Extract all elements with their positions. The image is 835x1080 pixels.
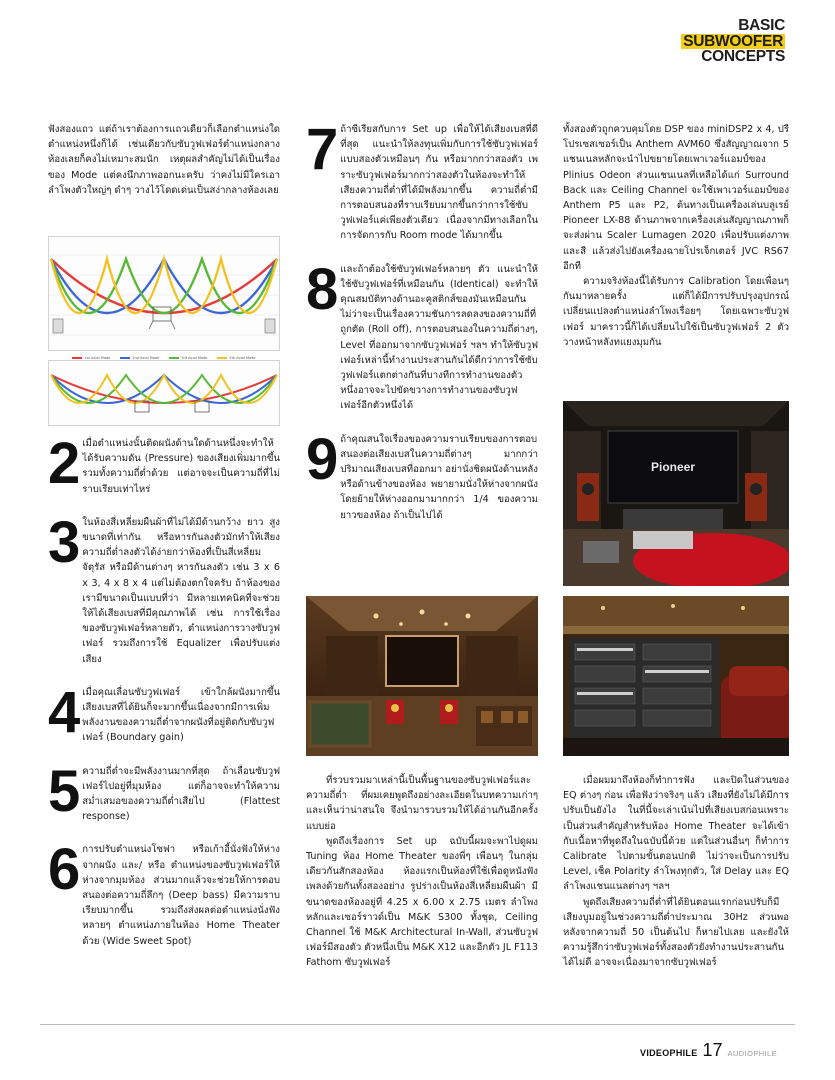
tip-3 — [48, 509, 280, 667]
column-2-body — [306, 773, 538, 971]
room-mode-chart-2 — [48, 360, 280, 426]
legend-swatch — [169, 357, 179, 359]
photo-home-theater-room — [306, 596, 538, 756]
equipment-room-illustration — [563, 596, 789, 756]
column-1-intro — [48, 122, 280, 198]
tip-number: 2 — [48, 431, 79, 496]
page-footer — [640, 1040, 777, 1061]
tip-text: เมื่อคุณเลื่อนซับวูฟเฟอร์ เข้าใกล้ผนังมากขึ้น เสียงเบสที่ได้ยินก็จะมากขึ้นเนื่องจากมีการเพิ่มพลังงานของความถี่ต่ำจากผนังที่อยู่ติดกับซับวูฟเฟอร์ (Boundary gain) — [82, 686, 280, 744]
photo-equipment-rack-room — [563, 596, 789, 756]
tip-number: 5 — [48, 758, 79, 824]
tip-9 — [306, 426, 538, 523]
body-paragraph: ทั้งสองตัวถูกควบคุมโดย DSP ของ miniDSP2 x 4, ปรีโปรเซสเซอร์เป็น Anthem AVM60 ซึ่งสัญญาณจาก 5 แชนเนลหลักจะนำไปขยายโดยเพาเวอร์แอมป์ของ Plinius Odeon ส่วนแชนเนลที่เหลือได้แก่ Surround Back และ Ceiling Channel จะใช้เพาเวอร์แอมป์ของ Anthem P5 และ P2, ต้นทางเป็นเครื่องเล่นบลูเรย์ Pioneer LX-88 ด้านภาพจากเครื่องเล่นสัญญาณภาพก็จะส่งผ่าน Scaler Lumagen 2020 เพื่อปรับแต่งภาพและสี แล้วส่งไปยังเครื่องฉายโปรเจ็กเตอร์ JVC RS67 อีกที — [563, 124, 789, 272]
legend-item: 1st Axial Mode — [72, 356, 110, 360]
tip-text: ถ้าซีเรียสกับการ Set up เพื่อให้ได้เสียงเบสที่ดีที่สุด แนะนำให้ลงทุนเพิ่มกับการใช้ซับวูฟเฟอร์แบบสองตัวเหมือนๆ กัน หรือมากกว่าสองตัว เพราะซับวูฟเฟอร์มากกว่าสองตัวในห้องจะทำให้เสียงความถี่ต่ำที่ได้มีพลังมากขึ้น ความถี่ต่ำมีการตอบสนองที่ราบเรียบมากขึ้นกว่าการใช้ซับวูฟเฟอร์แค่เพียงตัวเดียว เนื่องจากมีทางเลือกในการจัดการกับ Room mode ได้มากขึ้น — [340, 124, 538, 242]
tip-4 — [48, 679, 280, 746]
footer-magazine: AUDIOPHILE — [727, 1049, 777, 1058]
section-tag-line3: CONCEPTS — [701, 48, 785, 65]
tip-number: 8 — [306, 256, 337, 322]
footer-brand: VIDEOPHILE — [640, 1048, 698, 1058]
legend-item: 4th Axial Mode — [217, 356, 255, 360]
column-1-tips — [48, 431, 280, 949]
body-paragraph: เมื่อผมมาถึงห้องก็ทำการฟัง และปิดในส่วนของ EQ ต่างๆ ก่อน เพื่อฟังว่าจริงๆ แล้ว เสียงที่ยังไม่ได้มีการปรับเป็นยังไง ในที่นี้จะเล่าเน้นไปที่เสียงเบสก่อนเพราะเป็นส่วนสำคัญสำหรับห้อง Home Theater จะได้เข้ากับเนื้อหาที่พูดถึงในฉบับนี้ด้วย แต่ในส่วนอื่นๆ ก็ทำการ Calibrate ไปตามขั้นตอนปกติ ไม่ว่าจะเป็นการปรับ Level, เช็ค Polarity ลำโพงทุกตัว, ใส่ Delay และ EQ ลำโพงแชนแนลต่างๆ ฯลฯ — [563, 775, 789, 893]
tip-number: 3 — [48, 509, 79, 575]
body-paragraph: พูดถึงเรื่องการ Set up ฉบับนี้ผมจะพาไปดูผม Tuning ห้อง Home Theater ของพี่ๆ เพื่อนๆ ในกลุ่มเดียวกันสักสองห้อง ห้องแรกเป็นห้องที่ใช้เพื่อดูหนังฟังเพลงด้วยกันทั้งสองอย่าง รูปร่างเป็นห้องสี่เหลี่ยมผืนผ้า มีขนาดของห้องอยู่ที่ 4.25 x 6.00 x 2.75 เมตร ลำโพงหลักและเซอร์ราวด์เป็น M&K S300 ทั้งชุด, Ceiling Channel ใช้ M&K Architectural In-Wall, ส่วนซับวูฟเฟอร์มีสองตัว ตัวหนึ่งเป็น M&K X12 และอีกตัว JL F113 Fathom ซับวูฟเฟอร์ — [306, 835, 538, 969]
tip-number: 9 — [306, 426, 337, 492]
tip-7 — [306, 117, 538, 244]
intro-paragraph: ฟังสองแถว แต่ถ้าเราต้องการแถวเดียวก็เลือกตำแหน่งใดตำแหน่งหนึ่งก็ได้ เช่นเดียวกับซับวูฟเฟอร์ตำแหน่งกลางห้องเลยก็คงไม่เหมาะสมนัก เหตุผลสำคัญไม่ได้เป็นเรื่องของ Mode แต่คงนึกภาพออกนะครับ ว่าคงไม่มีใครเอาลำโพงตัวใหญ่ๆ ดำๆ วางไว้โดดเด่นเป็นสง่ากลางห้องเลย — [48, 124, 280, 196]
room-mode-waves-svg — [49, 237, 279, 350]
tip-2 — [48, 431, 280, 497]
body-paragraph: ความจริงห้องนี้ได้รับการ Calibration โดยเพื่อนๆ กันมาหลายครั้ง แต่ก็ได้มีการปรับปรุงอุปกรณ์เปลี่ยนแปลงตำแหน่งลำโพงเรื่อยๆ โดยเฉพาะซับวูฟเฟอร์ มาคราวนี้ก็ได้เปลี่ยนไปใช้เป็นซับวูฟเฟอร์ 2 ตัว วางหน้าหลังทแยงมุมกัน — [563, 276, 789, 348]
body-paragraph: ที่รวบรวมมาเหล่านี้เป็นพื้นฐานของซับวูฟเฟอร์และความถี่ต่ำ ที่ผมเคยพูดถึงอย่างละเอียดในบทความเก่าๆ และเห็นว่าน่าสนใจ จึงนำมารวบรวมให้ได้อ่านกันอีกครั้งแบบย่อ — [306, 775, 538, 832]
legend-item: 2nd Axial Mode — [120, 356, 159, 360]
column-3-bottom — [563, 773, 789, 971]
legend-swatch — [120, 357, 130, 359]
tip-number: 7 — [306, 117, 337, 182]
legend-item: 3rd Axial Mode — [169, 356, 207, 360]
tip-text: และถ้าต้องใช้ซับวูฟเฟอร์หลายๆ ตัว แนะนำให้ใช้ซับวูฟเฟอร์ที่เหมือนกัน (Identical) จะทำให้คุณสมบัติทางด้านอะคูสติกส์ของมันเหมือนกัน ไม่ว่าจะเป็นเรื่องความชันการลดลงของความถี่ที่ถูกตัด (Roll off), การตอบสนองในความถี่ต่างๆ, Level ที่ออกมาจากซับวูฟเฟอร์ ฯลฯ ทำให้ซับวูฟเฟอร์เหล่านี้ทำงานประสานกันได้ดีกว่าการใช้ซับวูฟเฟอร์แตกต่างกันที่บางทีการทำงานของตัวหนึ่งอาจจะไปขัดขวางการทำงานของซับวูฟเฟอร์อีกตัวหนึ่งได้ — [340, 263, 538, 412]
legend-swatch — [217, 357, 227, 359]
tip-5 — [48, 758, 280, 825]
tip-text: เมื่อตำแหน่งนั้นติดผนังด้านใดด้านหนึ่งจะทำให้ได้รับความดัน (Pressure) ของเสียงเพิ่มมากขึ้น รวมทั้งความถี่ต่ำด้วย แต่อาจจะเป็นความถี่ที่ไม่ราบเรียบเท่าไหร่ — [82, 438, 280, 495]
room-mode-waves-svg-2 — [49, 361, 279, 425]
page-number: 17 — [702, 1040, 723, 1060]
home-theater-illustration — [306, 596, 538, 756]
room-mode-chart-1 — [48, 236, 280, 360]
section-tag-line1: BASIC — [738, 17, 785, 34]
footer-divider — [40, 1024, 795, 1025]
body-paragraph: พูดถึงเสียงความถี่ต่ำที่ได้ยินตอนแรกก่อนปรับก็มีเสียงบูมอยู่ในช่วงความถี่ต่ำประมาณ 30Hz ส่วนพอหลังจากความถี่ 50 เป็นต้นไป ก็หายไปเลย และยังให้ความรู้สึกว่าซับวูฟเฟอร์ทั้งสองตัวยังทำงานประสานกันได้ไม่ดี อาจจะเนื่องมาจากซับวูฟเฟอร์ — [563, 896, 789, 969]
tip-8 — [306, 256, 538, 414]
tip-number: 4 — [48, 679, 79, 745]
legend-swatch — [72, 357, 82, 359]
section-tag-line2: SUBWOOFER — [683, 32, 783, 50]
photo-pioneer-screen-room — [563, 401, 789, 586]
column-2-tips — [306, 117, 538, 523]
pioneer-logo: Pioneer — [650, 460, 696, 474]
tip-text: การปรับตำแหน่งโซฟา หรือเก้าอี้นั่งฟังให้ห่างจากผนัง และ/ หรือ ตำแหน่งของซับวูฟเฟอร์ให้ห่างจากมุมห้อง ส่วนมากแล้วจะช่วยให้การตอบสนองต่อความถี่ลึกๆ (Deep bass) มีความราบเรียบมากขึ้น รวมถึงส่งผลต่อตำแหน่งนั่งฟังหลายๆ ตำแหน่งภายในห้อง Home Theater ด้วย (Wide Sweet Spot) — [82, 844, 280, 947]
tip-text: ความถี่ต่ำจะมีพลังงานมากที่สุด ถ้าเลื่อนซับวูฟเฟอร์ไปอยู่ที่มุมห้อง แต่ก็อาจจะทำให้ความสม่ำเสมอของความถี่ต่ำเสียไป (Flattest response) — [82, 765, 280, 823]
chair-icon — [149, 307, 175, 329]
tip-6 — [48, 837, 280, 948]
section-tag — [681, 18, 785, 65]
column-3-top — [563, 122, 789, 350]
tip-text: ถ้าคุณสนใจเรื่องของความราบเรียบของการตอบสนองต่อเสียงเบสในความถี่ต่างๆ มากกว่าปริมาณเสียงเบสที่ออกมา อย่านั่งชิดผนังด้านหลังหรือด้านข้างของห้อง พยายามนั่งให้ห่างจากผนัง โดยย้ายให้ห่างออกมามากกว่า 1/4 ของความยาวของห้อง ถ้าเป็นไปได้ — [340, 433, 538, 521]
pioneer-room-illustration — [563, 401, 789, 586]
tip-text: ในห้องสี่เหลี่ยมผืนผ้าที่ไม่ได้มีด้านกว้าง ยาว สูง ขนาดที่เท่ากัน หรือหารกันลงตัวมักทำให้เสียงความถี่ต่ำลงตัวได้ง่ายกว่าห้องที่เป็นสี่เหลี่ยมจัตุรัส หรือมีด้านต่างๆ หารกันลงตัว เช่น 3 x 6 x 3, 4 x 8 x 4 แต่ไม่ต้องตกใจครับ ถ้าห้องของเรามีขนาดเป็นแบบที่ว่า มีหลายเทคนิคที่จะช่วยให้ได้เสียงเบสที่มีคุณภาพได้ เช่น การใช้เรื่องของซับวูฟเฟอร์หลายตัว, ตำแหน่งการวางซับวูฟเฟอร์ รวมถึงการใช้ Equalizer เพื่อปรับแต่งเสียง — [82, 516, 280, 665]
tip-number: 6 — [48, 837, 79, 903]
